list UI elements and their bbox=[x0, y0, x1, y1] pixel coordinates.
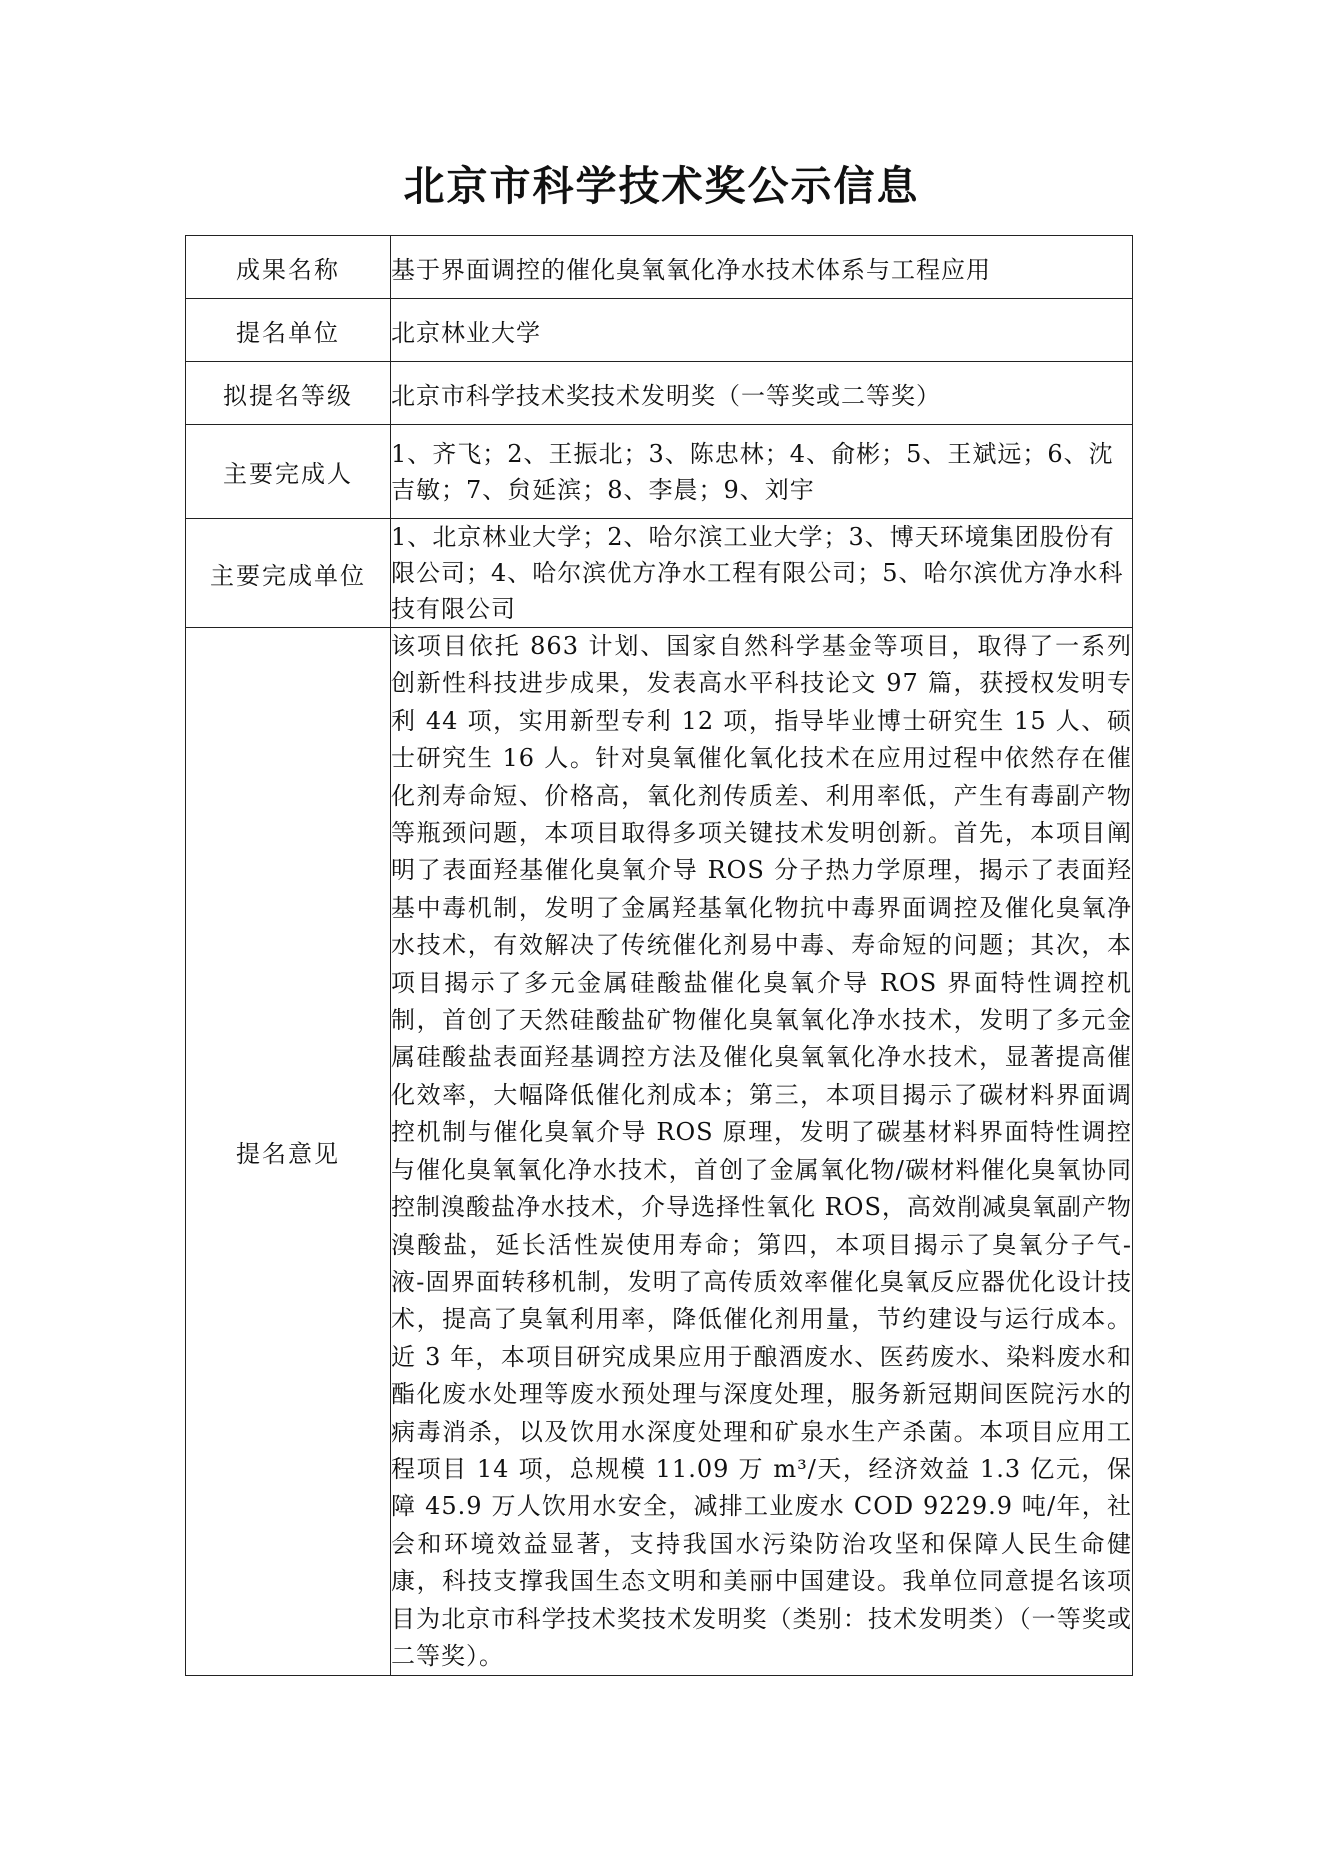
row-label-nomination-opinion: 提名意见 bbox=[186, 628, 391, 1676]
row-label-achievement-name: 成果名称 bbox=[186, 236, 391, 299]
row-label-nominating-unit: 提名单位 bbox=[186, 299, 391, 362]
table-row bbox=[186, 628, 1133, 1676]
info-table bbox=[185, 235, 1133, 1676]
row-label-main-contributors: 主要完成人 bbox=[186, 425, 391, 519]
row-label-proposed-grade: 拟提名等级 bbox=[186, 362, 391, 425]
table-row bbox=[186, 425, 1133, 519]
row-value-main-contributors: 1、齐飞；2、王振北；3、陈忠林；4、俞彬；5、王斌远；6、沈吉敏；7、贠延滨；8、李晨；9、刘宇 bbox=[391, 425, 1133, 519]
table-row bbox=[186, 299, 1133, 362]
page-title: 北京市科学技术奖公示信息 bbox=[403, 162, 920, 210]
row-value-main-units: 1、北京林业大学；2、哈尔滨工业大学；3、博天环境集团股份有限公司；4、哈尔滨优方净水工程有限公司；5、哈尔滨优方净水科技有限公司 bbox=[391, 519, 1133, 628]
table-row bbox=[186, 362, 1133, 425]
row-value-proposed-grade: 北京市科学技术奖技术发明奖（一等奖或二等奖） bbox=[391, 362, 1133, 425]
table-row bbox=[186, 236, 1133, 299]
row-value-nominating-unit: 北京林业大学 bbox=[391, 299, 1133, 362]
row-label-main-units: 主要完成单位 bbox=[186, 519, 391, 628]
row-value-achievement-name: 基于界面调控的催化臭氧氧化净水技术体系与工程应用 bbox=[391, 236, 1133, 299]
table-row bbox=[186, 519, 1133, 628]
row-value-nomination-opinion: 该项目依托 863 计划、国家自然科学基金等项目，取得了一系列创新性科技进步成果，发表高水平科技论文 97 篇，获授权发明专利 44 项，实用新型专利 12 项，指导毕业博士研究生 15 人、硕士研究生 16 人。针对臭氧催化氧化技术在应用过程中依然存在催化剂寿命短、价格高，氧化剂传质差、利用率低，产生有毒副产物等瓶颈问题，本项目取得多项关键技术发明创新。首先，本项目阐明了表面羟基催化臭氧介导 ROS 分子热力学原理，揭示了表面羟基中毒机制，发明了金属羟基氧化物抗中毒界面调控及催化臭氧净水技术，有效解决了传统催化剂易中毒、寿命短的问题；其次，本项目揭示了多元金属硅酸盐催化臭氧介导 ROS 界面特性调控机制，首创了天然硅酸盐矿物催化臭氧氧化净水技术，发明了多元金属硅酸盐表面羟基调控方法及催化臭氧氧化净水技术，显著提高催化效率，大幅降低催化剂成本；第三，本项目揭示了碳材料界面调控机制与催化臭氧介导 ROS 原理，发明了碳基材料界面特性调控与催化臭氧氧化净水技术，首创了金属氧化物/碳材料催化臭氧协同控制溴酸盐净水技术，介导选择性氧化 ROS，高效削减臭氧副产物溴酸盐，延长活性炭使用寿命；第四，本项目揭示了臭氧分子气-液-固界面转移机制，发明了高传质效率催化臭氧反应器优化设计技术，提高了臭氧利用率，降低催化剂用量，节约建设与运行成本。近 3 年，本项目研究成果应用于酿酒废水、医药废水、染料废水和酯化废水处理等废水预处理与深度处理，服务新冠期间医院污水的病毒消杀，以及饮用水深度处理和矿泉水生产杀菌。本项目应用工程项目 14 项，总规模 11.09 万 m³/天，经济效益 1.3 亿元，保障 45.9 万人饮用水安全，减排工业废水 COD 9229.9 吨/年，社会和环境效益显著，支持我国水污染防治攻坚和保障人民生命健康，科技支撑我国生态文明和美丽中国建设。我单位同意提名该项目为北京市科学技术奖技术发明奖（类别：技术发明类）（一等奖或二等奖）。 bbox=[391, 628, 1133, 1676]
